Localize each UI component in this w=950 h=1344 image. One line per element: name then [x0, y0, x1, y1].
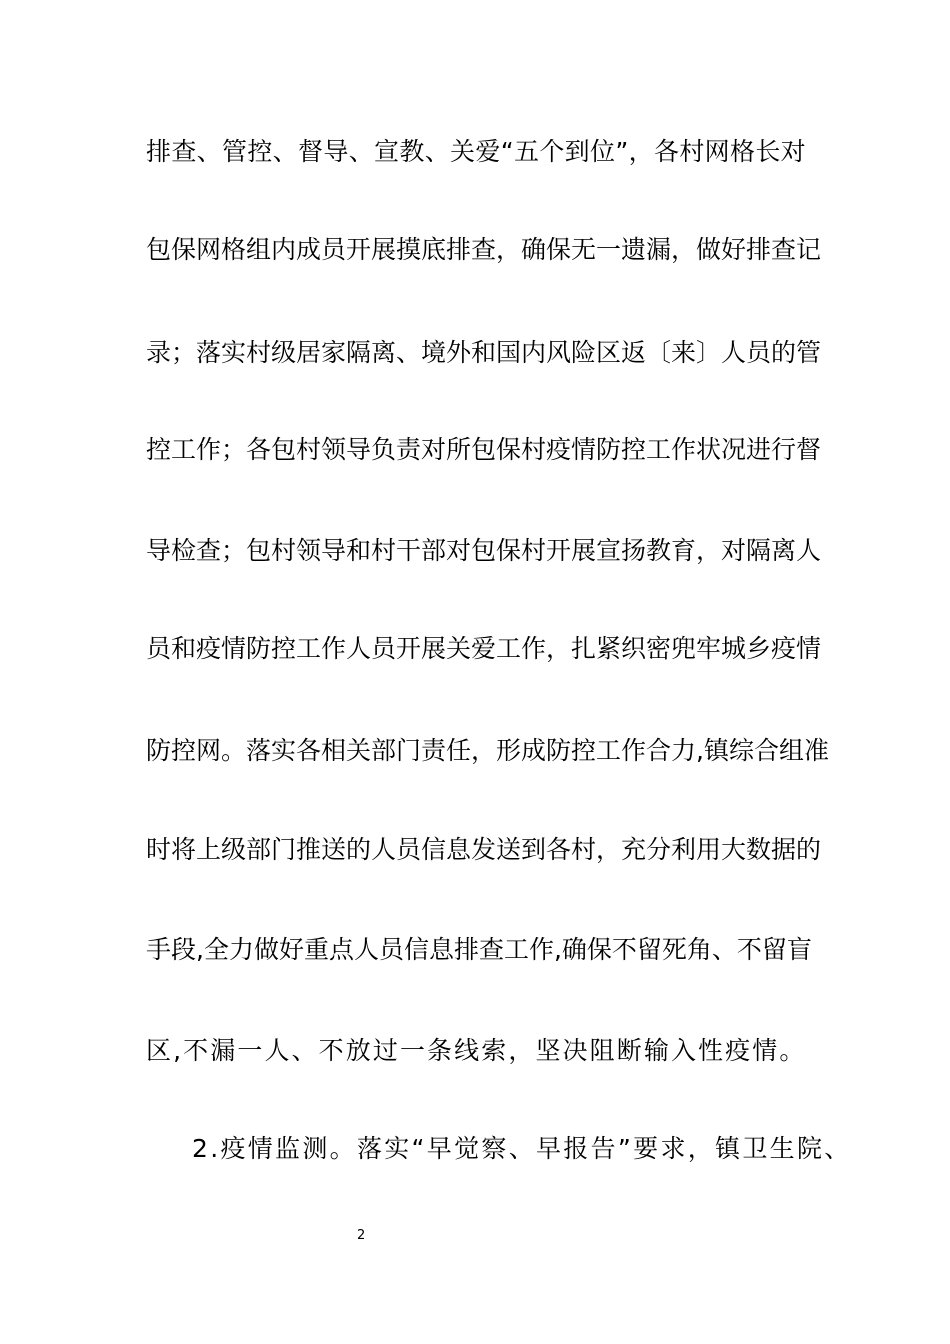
text-line: 手段,全力做好重点人员信息排查工作,确保不留死角、不留盲: [146, 935, 812, 964]
text-line: 导检查；包村领导和村干部对包保村开展宣扬教育，对隔离人: [146, 536, 822, 565]
section-heading-line: 2.疫情监测。落实“早觉察、早报告”要求，镇卫生院、: [192, 1134, 852, 1163]
text-line: 排查、管控、督导、宣教、关爱“五个到位”，各村网格长对: [146, 137, 807, 166]
page-number: 2: [357, 1228, 366, 1243]
text-line: 包保网格组内成员开展摸底排查，确保无一遗漏，做好排查记: [146, 235, 822, 264]
text-line: 员和疫情防控工作人员开展关爱工作，扎紧织密兜牢城乡疫情: [146, 634, 822, 663]
text-line: 时将上级部门推送的人员信息发送到各村，充分利用大数据的: [146, 835, 822, 864]
text-line: 录；落实村级居家隔离、境外和国内风险区返〔来〕人员的管: [146, 338, 822, 367]
text-line: 控工作；各包村领导负责对所包保村疫情防控工作状况进行督: [146, 435, 822, 464]
text-line: 防控网。落实各相关部门责任，形成防控工作合力,镇综合组准: [146, 736, 829, 765]
text-line: 区,不漏一人、不放过一条线索，坚决阻断输入性疫情。: [146, 1036, 807, 1065]
